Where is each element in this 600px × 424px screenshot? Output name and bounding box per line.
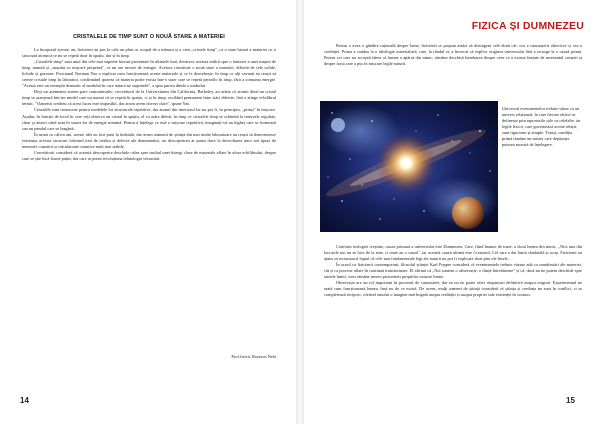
article-side-column	[502, 106, 582, 148]
paragraph: Cristalele sunt cunoscute pentru modelele lor structurale repetitive, dar atomii din interiorul lor nu pot fi, în principiu, „prinși" în mișcare. Așadar, în funcție de locul în care veți observa un cristal în spațiu, el va arăta diferit, în timp ce cristalele timp se schimbă la intervale regulate, chiar și atunci când sunt în starea lor de energie minimă. Pentru a înțelege ce este o mișcare repetitivă, imaginați-vă un îngheț care se formează sau un pendul care se leagănă.	[22, 107, 276, 131]
article-author: Prof.fizică, Roșescu Nela	[231, 354, 276, 359]
article-body-time-crystals	[22, 47, 276, 162]
page-number-left: 14	[20, 396, 29, 405]
paragraph: Deși un asemenea sistem pare contraintuitiv, cercetătorii de la Universitatea din California, Berkeley, au arătat că atomii dintr-un cristal timp se aranjează într-un model care nu numai că se repetă în spațiu, ci și în timp, oscilând permanent între stări diferite, fără a atinge echilibrul termic. "Oamenii credeau că acest lucru este imposibil, dar acum avem dovezi clare", spune Yao.	[22, 89, 276, 107]
left-page	[0, 0, 296, 424]
article-body-physics-god	[324, 244, 582, 298]
right-page	[304, 0, 600, 424]
galaxy-image	[320, 101, 498, 232]
article-intro	[324, 43, 582, 67]
paragraph: „Cristalele timp" sunt unul din cele mai superbe lucruri prezentate în ultimele luni, deoarece aceasta indică spre o fantezie a unei mașini de timp, numită și „mașină cu mișcare perpetuă", ce nu are nevoie de energie. Acestea constituie o nouă stare a materiei, diferită de cele solide, lichide și gazoase. Fizicianul Norman Yao a explicat cum funcționează aceste materiale și ce le deosebește, în timp ce alți savanți au reușit să creeze cristale timp în laborator, confirmând ipoteza că materia poate exista într-o stare care se repetă periodic în timp, fără a consuma energie. "Acesta este un exemplu dramatic al modului în care natura ne surprinde", a spus partea dintâi a studiului.	[22, 59, 276, 89]
paragraph: În acord cu fizicienii contemporani, filosoful științei Karl Popper consideră că evenimentele trebuie văzute atât ca manifestări ale materiei, cât și ca procese aflate în continuă transformare. El afirmă că „Noi suntem o observație, o ființă întrebătoare" și că, dacă nu ne putem deschide spre tainele lumii, vom rămâne mereu prizonierii propriilor noastre limite.	[324, 262, 582, 280]
paragraph: Observația are un rol important în procesul de cunoaștere, dar ea nu ne poate oferi răspunsuri definitive asupra originii. Experimentul ne arată cum funcționează lumea, însă nu de ce există. De aceea, mulți oameni de știință consideră că știința și credința nu sunt în conflict, ci se completează reciproc, oferind omului o imagine mai bogată asupra realității și asupra propriei sale existențe în cosmos.	[324, 280, 582, 298]
paragraph: În urmă cu câțiva ani, aceste idei au fost puse la îndoială, dar acum oamenii de știință din mai multe laboratoare au reușit să demonstreze existența acestor structuri folosind ioni de iterbiu și defecte ale diamantului, iar descoperirea ar putea duce la dezvoltarea unor noi tipuri de memorie cuantică și calculatoare cuantice mult mai stabile.	[22, 131, 276, 149]
page-number-right: 15	[566, 396, 575, 405]
paragraph: La începutul acestui an, fizicienii au pus la cale un plan cu scopul de a măsura și a crea „cristale timp", ca o stare bizară a materiei cu o structură atomică ce nu se repetă doar în spațiu, dar și în timp.	[22, 47, 276, 59]
paragraph: Conform teologiei creștine, cauza primară a universului este Dumnezeu, Care, fiind înainte de toate, a făcut lumea din nimic. „Nici una din lucrurile noi nu se face de la sine, ci toate au o cauză", iar această cauză ultimă este Creatorul, Cel care a dat lumii rânduială și scop. Fizicienii au ajuns să recunoască faptul că cele mai fundamentale legi ale naturii nu pot fi explicate doar prin ele însele.	[324, 244, 582, 262]
page-gutter	[296, 0, 304, 424]
cosmos-illustration	[320, 101, 498, 232]
article-title-physics-god: FIZICA ȘI DUMNEZEU	[471, 20, 584, 32]
paragraph: Pentru a avea o gândire rațională despre lume, fizicienii se propun astăzi să distingem cele două căi: cea a cunoașterii obiective și cea a credinței. Prima a condus la o ideologie materialistă, care, la rândul ei, a încercat să explice originea universului fără a recurge la o cauză primă. Pentru cei care nu acceptă ideea că lumea a apărut din nimic, rămâne deschisă întrebarea despre ceea ce a existat înainte de momentul creației și despre forța care a pus în mișcare legile naturii.	[324, 43, 582, 67]
article-title-time-crystals: CRISTALELE DE TIMP SUNT O NOUĂ STARE A MATERIEI	[73, 34, 225, 40]
paragraph: Universul evenimentelor trebuie văzut ca un univers relațional, în care fiecare obiect se definește prin raporturile sale cu celelalte, iar legile fizicii, care guvernează aceste relații, sunt riguroase și simple. Totuși, condiția primă rămâne un mister care depășește puterea noastră de înțelegere.	[502, 106, 581, 148]
paragraph: Cercetătorii consideră că această descoperire deschide calea spre studiul unei întregi clase de materiale aflate în afara echilibrului, despre care se știe încă foarte puțin, dar care ar putea revoluționa tehnologia viitorului.	[22, 149, 276, 161]
